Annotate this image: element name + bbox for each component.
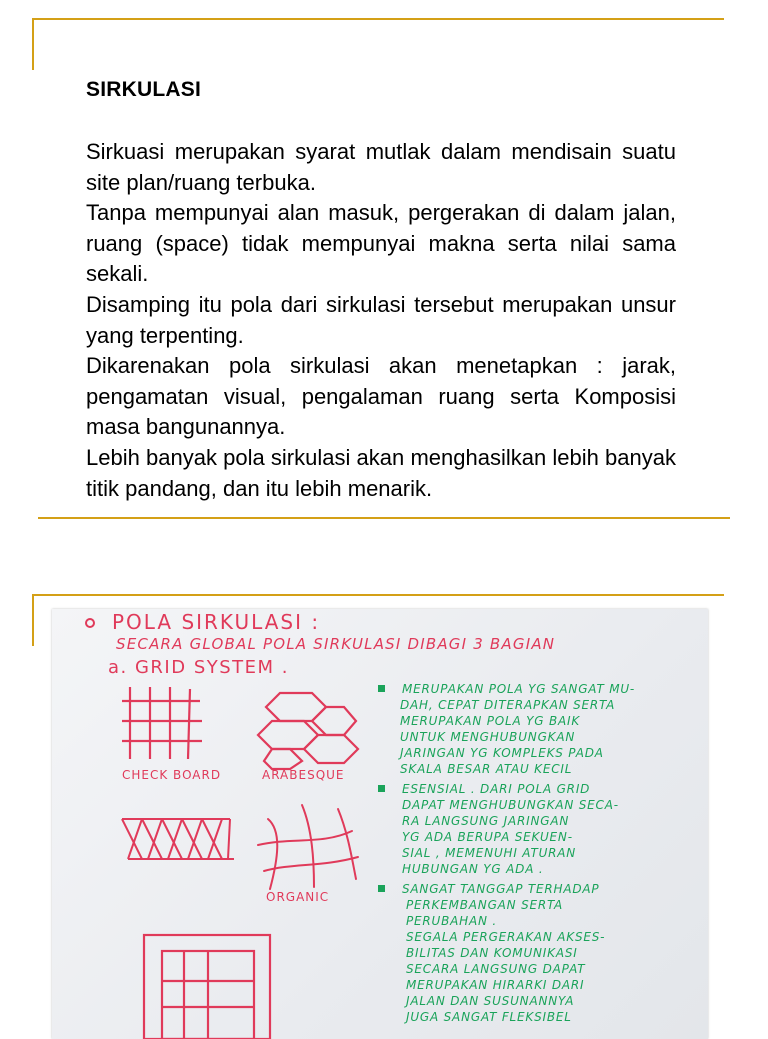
note-block-3	[402, 882, 605, 1024]
note-line: SIAL , MEMENUHI ATURAN	[402, 846, 577, 860]
slide-body	[86, 137, 676, 504]
checkboard-sketch	[122, 687, 202, 759]
body-paragraph: Disamping itu pola dari sirkulasi tersebut merupakan unsur yang terpenting.	[86, 291, 676, 348]
note-line: SKALA BESAR ATAU KECIL	[400, 762, 573, 776]
body-paragraph: Tanpa mempunyai alan masuk, pergerakan di dalam jalan, ruang (space) tidak mempunyai makna serta nilai sama sekali.	[86, 200, 676, 287]
body-paragraph: Sirkuasi merupakan syarat mutlak dalam mendisain suatu site plan/ruang terbuka.	[86, 139, 676, 195]
note-line: UNTUK MENGHUBUNGKAN	[400, 730, 576, 744]
note-line: PERUBAHAN .	[406, 914, 498, 928]
board-section: a. GRID SYSTEM .	[108, 657, 290, 678]
bullet-icon	[378, 685, 385, 692]
nested-grid-sketch	[144, 935, 270, 1039]
whiteboard-photo	[52, 609, 708, 1039]
note-line: MERUPAKAN POLA YG BAIK	[400, 714, 581, 728]
note-line: HUBUNGAN YG ADA .	[402, 862, 544, 876]
note-line: RA LANGSUNG JARINGAN	[402, 814, 570, 828]
note-line: DAPAT MENGHUBUNGKAN SECA-	[402, 798, 619, 812]
organic-sketch	[258, 805, 358, 889]
checkboard-label: CHECK BOARD	[122, 768, 222, 782]
note-line: SEGALA PERGERAKAN AKSES-	[406, 930, 606, 944]
note-line: DAH, CEPAT DITERAPKAN SERTA	[400, 698, 616, 712]
note-line: SECARA LANGSUNG DAPAT	[406, 962, 586, 976]
note-line: JALAN DAN SUSUNANNYA	[406, 994, 575, 1008]
note-line: ESENSIAL . DARI POLA GRID	[402, 782, 591, 796]
bullet-icon	[378, 785, 385, 792]
whiteboard-drawing	[52, 609, 708, 1039]
note-line: YG ADA BERUPA SEKUEN-	[402, 830, 573, 844]
bullet-icon	[378, 885, 385, 892]
note-bullets	[378, 685, 385, 892]
bullet-icon	[86, 619, 94, 627]
note-line: MERUPAKAN HIRARKI DARI	[406, 978, 585, 992]
slide-sirkulasi-text	[0, 0, 768, 512]
board-subheading: SECARA GLOBAL POLA SIRKULASI DIBAGI 3 BAGIAN	[116, 635, 556, 653]
body-paragraph: Lebih banyak pola sirkulasi akan menghasilkan lebih banyak titik pandang, dan itu lebih menarik.	[86, 444, 676, 501]
slide-top-rule	[32, 18, 724, 20]
arabesque-sketch	[258, 693, 358, 769]
arabesque-label: ARABESQUE	[262, 768, 345, 782]
note-block-2	[402, 782, 619, 876]
note-block-1	[398, 682, 635, 776]
slide-left-rule	[32, 18, 34, 70]
note-line: SANGAT TANGGAP TERHADAP	[402, 882, 600, 896]
note-line: JARINGAN YG KOMPLEKS PADA	[400, 746, 604, 760]
note-line: PERKEMBANGAN SERTA	[406, 898, 564, 912]
slide-left-rule	[32, 594, 34, 646]
slide-title: SIRKULASI	[86, 78, 201, 101]
board-heading: POLA SIRKULASI :	[112, 610, 321, 634]
note-line: MERUPAKAN POLA YG SANGAT MU-	[402, 682, 636, 696]
organic-label: ORGANIC	[266, 890, 330, 904]
slide-whiteboard	[0, 512, 768, 1024]
note-line: BILITAS DAN KOMUNIKASI	[406, 946, 578, 960]
note-line: JUGA SANGAT FLEKSIBEL	[406, 1010, 572, 1024]
slide-top-rule	[32, 594, 724, 596]
body-paragraph: Dikarenakan pola sirkulasi akan menetapkan : jarak, pengamatan visual, pengalaman ruang serta Komposisi masa bangunannya.	[86, 353, 676, 440]
diagonal-grid-sketch	[122, 819, 234, 859]
